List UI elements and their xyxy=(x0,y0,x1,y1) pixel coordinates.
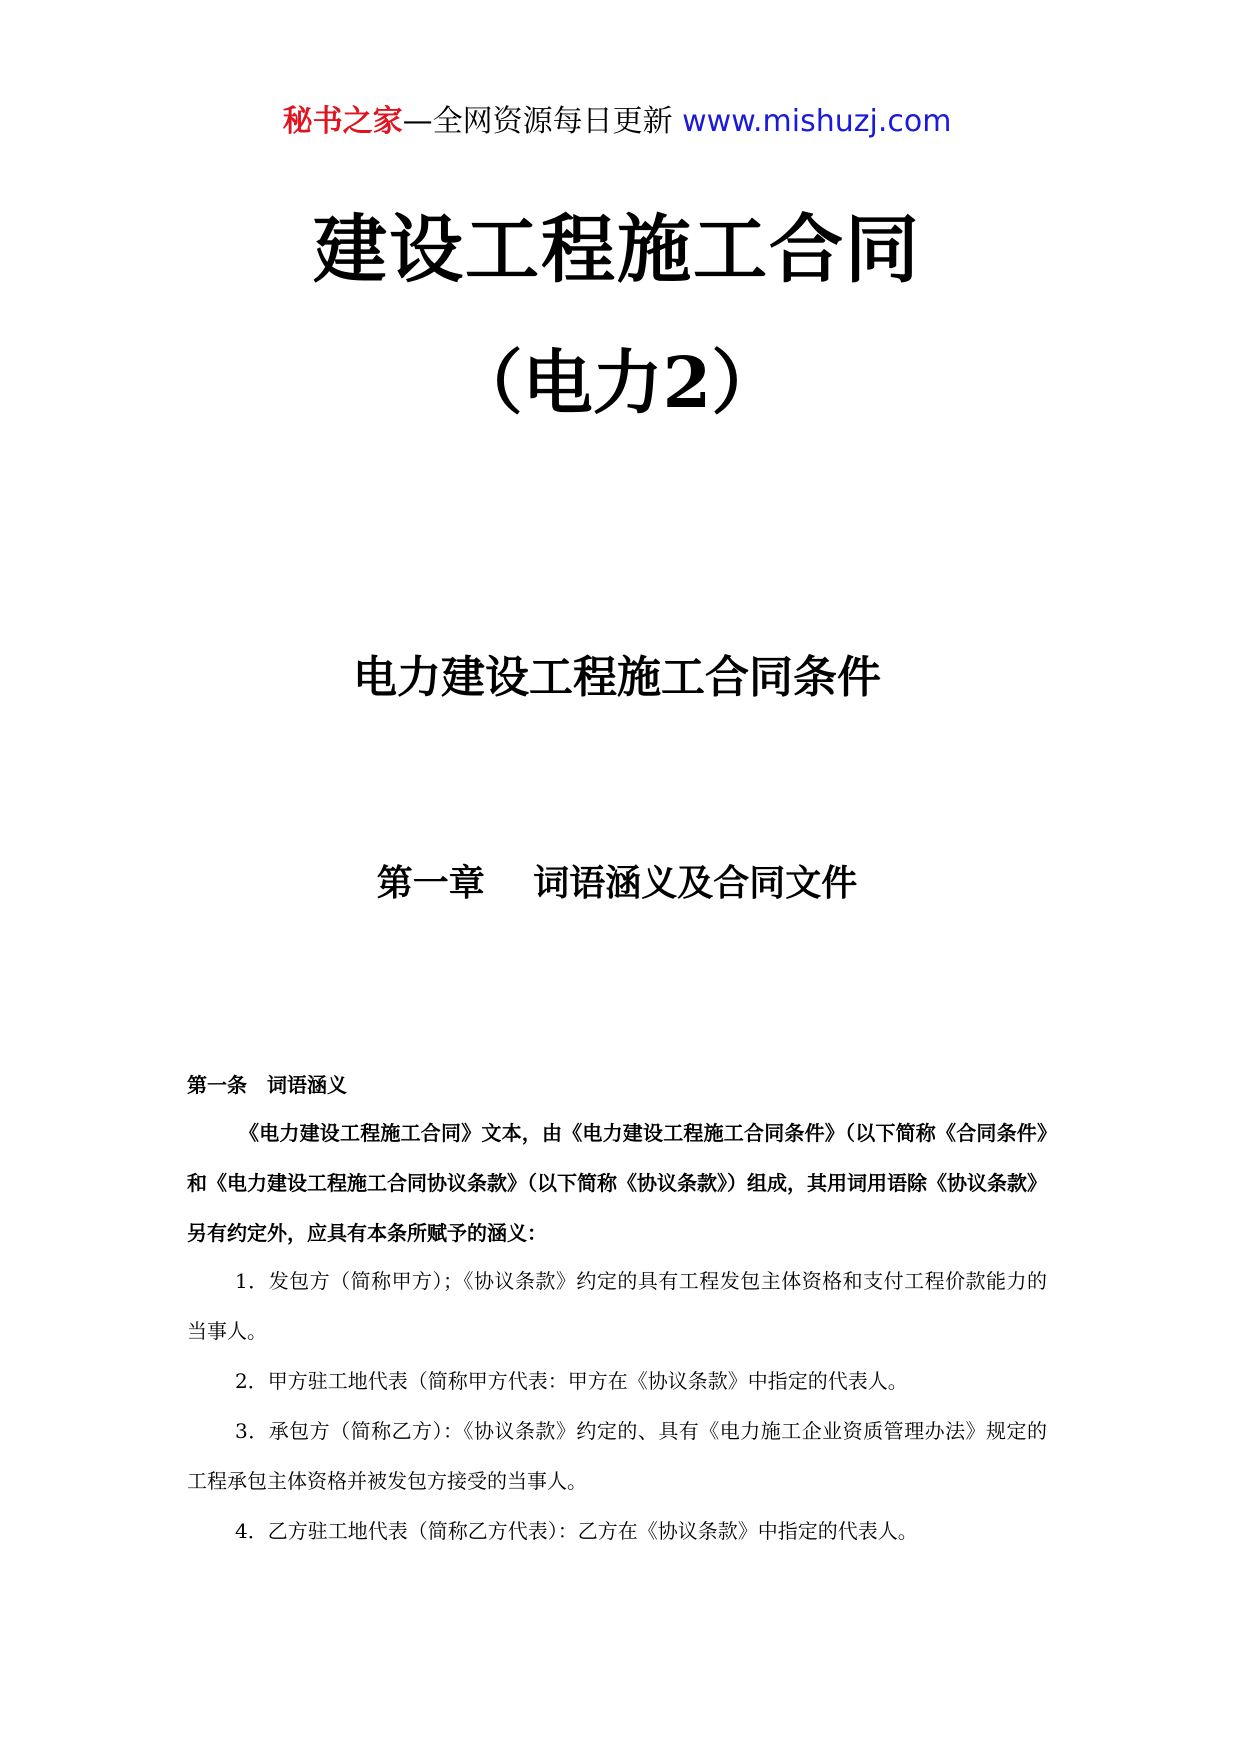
site-tagline: —全网资源每日更新 xyxy=(402,104,673,139)
conditions-heading: 电力建设工程施工合同条件 xyxy=(353,652,881,703)
article-title: 第一条 词语涵义 xyxy=(187,1073,347,1097)
document-subtitle: （电力2） xyxy=(452,341,782,424)
document-title: 建设工程施工合同 xyxy=(313,207,921,293)
site-header xyxy=(0,102,1234,142)
site-brand: 秘书之家 xyxy=(282,104,403,139)
definition-list xyxy=(187,1256,1047,1556)
definition-item: 3．承包方（简称乙方）：《协议条款》约定的、具有《电力施工企业资质管理办法》规定的工程承包主体资格并被发包方接受的当事人。 xyxy=(187,1419,1047,1493)
definition-item: 2．甲方驻工地代表（简称甲方代表：甲方在《协议条款》中指定的代表人。 xyxy=(235,1369,908,1393)
intro-paragraph: 《电力建设工程施工合同》文本，由《电力建设工程施工合同条件》（以下简称《合同条件》和《电力建设工程施工合同协议条款》（以下简称《协议条款》）组成，其用词用语除《协议条款》另有约定外，应具有本条所赋予的涵义： xyxy=(187,1121,1047,1245)
definition-item: 1．发包方（简称甲方）；《协议条款》约定的具有工程发包主体资格和支付工程价款能力的当事人。 xyxy=(187,1269,1047,1343)
definition-item: 4．乙方驻工地代表（简称乙方代表）：乙方在《协议条款》中指定的代表人。 xyxy=(235,1519,918,1543)
site-url-link[interactable]: www.mishuzj.com xyxy=(682,104,952,139)
chapter-heading: 第一章 词语涵义及合同文件 xyxy=(376,862,858,904)
